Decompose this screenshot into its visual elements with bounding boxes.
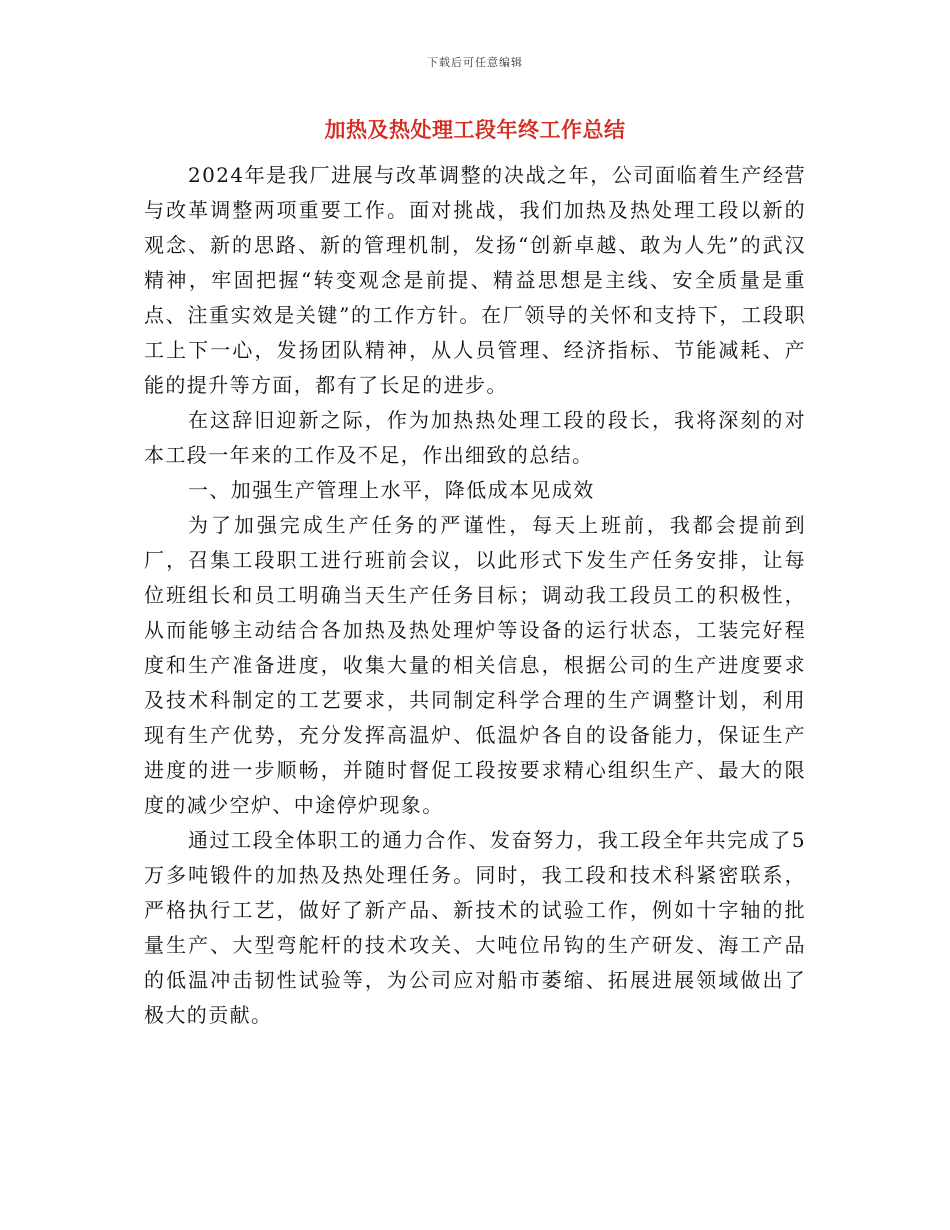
paragraph-intro: 2024年是我厂进展与改革调整的决战之年，公司面临着生产经营与改革调整两项重要工作。面对挑战，我们加热及热处理工段以新的观念、新的思路、新的管理机制，发扬“创新卓越、敢为人先”的武汉精神，牢固把握“转变观念是前提、精益思想是主线、安全质量是重点、注重实效是关键”的工作方针。在厂领导的关怀和支持下，工段职工上下一心，发扬团队精神，从人员管理、经济指标、节能减耗、产能的提升等方面，都有了长足的进步。 [144, 163, 806, 397]
paragraph-summary-intent: 在这辞旧迎新之际，作为加热热处理工段的段长，我将深刻的对本工段一年来的工作及不足，作出细致的总结。 [144, 408, 806, 467]
document-body [144, 158, 806, 1033]
section-heading-1: 一、加强生产管理上水平，降低成本见成效 [188, 478, 595, 502]
paragraph-achievements: 通过工段全体职工的通力合作、发奋努力，我工段全年共完成了5万多吨锻件的加热及热处理任务。同时，我工段和技术科紧密联系，严格执行工艺，做好了新产品、新技术的试验工作，例如十字轴的批量生产、大型弯舵杆的技术攻关、大吨位吊钩的生产研发、海工产品的低温冲击韧性试验等，为公司应对船市萎缩、拓展进展领域做出了极大的贡献。 [144, 828, 806, 1027]
document-title: 加热及热处理工段年终工作总结 [324, 117, 626, 142]
header-note: 下载后可任意编辑 [427, 56, 523, 69]
paragraph-production-management: 为了加强完成生产任务的严谨性，每天上班前，我都会提前到厂，召集工段职工进行班前会议，以此形式下发生产任务安排，让每位班组长和员工明确当天生产任务目标；调动我工段员工的积极性，从而能够主动结合各加热及热处理炉等设备的运行状态，工装完好程度和生产准备进度，收集大量的相关信息，根据公司的生产进度要求及技术科制定的工艺要求，共同制定科学合理的生产调整计划，利用现有生产优势，充分发挥高温炉、低温炉各自的设备能力，保证生产进度的进一步顺畅，并随时督促工段按要求精心组织生产、最大的限度的减少空炉、中途停炉现象。 [144, 513, 806, 817]
